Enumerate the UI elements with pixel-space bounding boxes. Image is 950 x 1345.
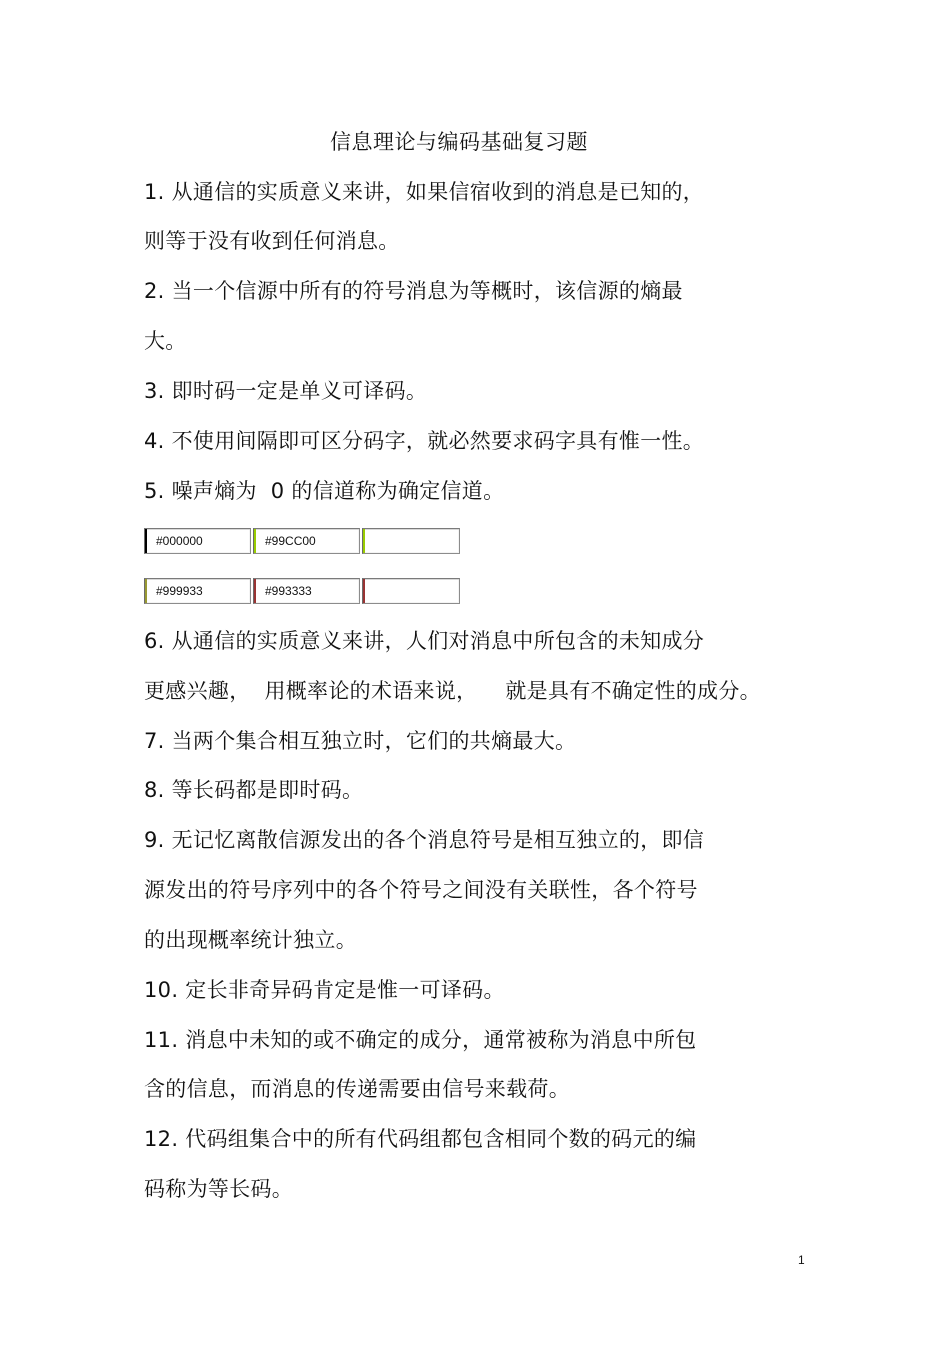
question-9-line-1: 9. 无记忆离散信源发出的各个消息符号是相互独立的，即信 (144, 828, 705, 852)
page-title: 信息理论与编码基础复习题 (330, 130, 588, 154)
question-11-line-1: 11. 消息中未知的或不确定的成分，通常被称为消息中所包 (144, 1028, 697, 1052)
question-12-line-1: 12. 代码组集合中的所有代码组都包含相同个数的码元的编 (144, 1127, 697, 1151)
question-2-line-1: 2. 当一个信源中所有的符号消息为等概时，该信源的熵最 (144, 279, 683, 303)
color-swatch: #000000 (144, 528, 251, 554)
question-10: 10. 定长非奇异码肯定是惟一可译码。 (144, 978, 505, 1002)
question-9-line-3: 的出现概率统计独立。 (144, 928, 357, 952)
question-12-line-2: 码称为等长码。 (144, 1177, 294, 1201)
question-6-line-1: 6. 从通信的实质意义来讲，人们对消息中所包含的未知成分 (144, 629, 705, 653)
question-4: 4. 不使用间隔即可区分码字，就必然要求码字具有惟一性。 (144, 429, 705, 453)
question-6-line-2: 更感兴趣， 用概率论的术语来说， 就是具有不确定性的成分。 (144, 679, 761, 703)
color-swatch: #999933 (144, 578, 251, 604)
question-5: 5. 噪声熵为 0 的信道称为确定信道。 (144, 479, 505, 503)
color-swatch: #99CC00 (253, 528, 360, 554)
question-2-line-2: 大。 (144, 329, 187, 353)
question-9-line-2: 源发出的符号序列中的各个符号之间没有关联性，各个符号 (144, 878, 698, 902)
question-1-line-2: 则等于没有收到任何消息。 (144, 229, 400, 253)
color-swatch-row-1 (144, 528, 460, 554)
question-1-line-1: 1. 从通信的实质意义来讲，如果信宿收到的消息是已知的， (144, 180, 705, 204)
question-8: 8. 等长码都是即时码。 (144, 778, 364, 802)
color-swatch-empty (362, 528, 460, 554)
question-11-line-2: 含的信息，而消息的传递需要由信号来载荷。 (144, 1077, 570, 1101)
page-number: 1 (798, 1253, 805, 1267)
color-swatch: #993333 (253, 578, 360, 604)
question-3: 3. 即时码一定是单义可译码。 (144, 379, 428, 403)
question-7: 7. 当两个集合相互独立时，它们的共熵最大。 (144, 729, 577, 753)
color-swatch-empty (362, 578, 460, 604)
color-swatch-row-2 (144, 578, 460, 604)
